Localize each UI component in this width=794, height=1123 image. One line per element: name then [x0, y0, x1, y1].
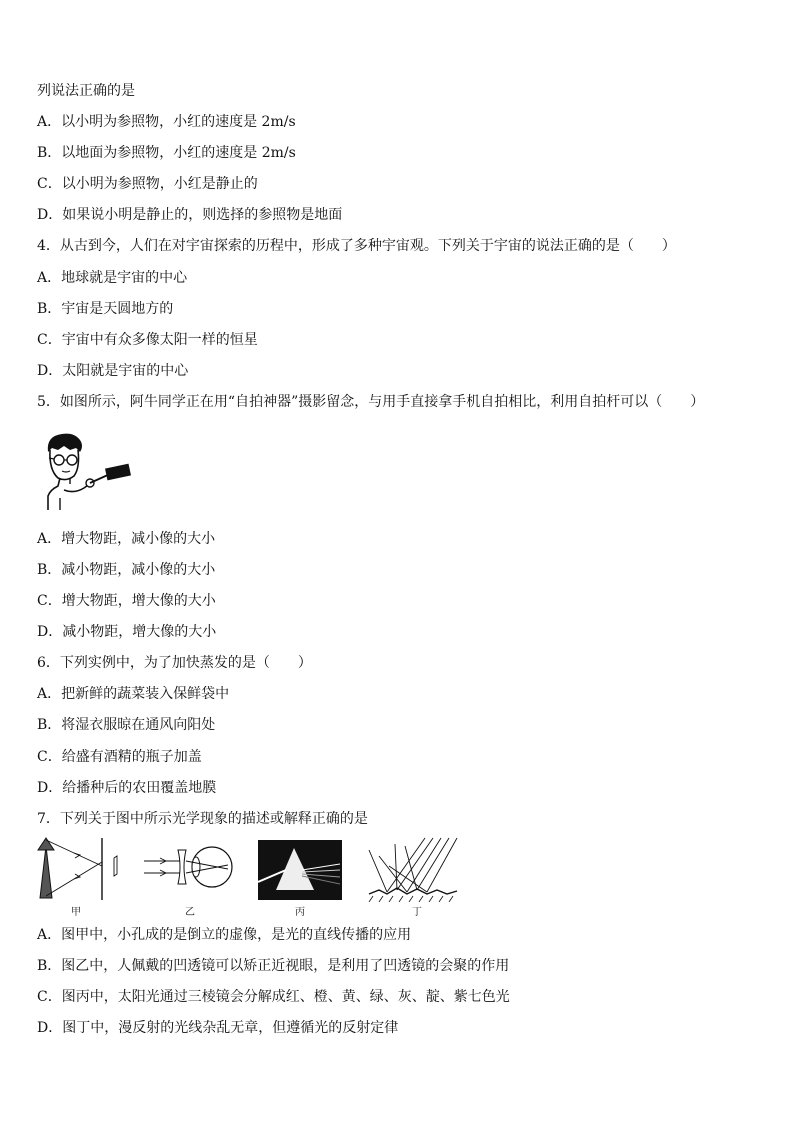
q4-option-c: C．宇宙中有众多像太阳一样的恒星 [37, 332, 258, 348]
myopia-lens-figure [142, 842, 238, 892]
q7-option-b: B．图乙中，人佩戴的凹透镜可以矫正近视眼，是利用了凹透镜的会聚的作用 [37, 958, 510, 974]
caption-jia: 甲 [71, 907, 81, 918]
q7-option-c: C．图丙中，太阳光通过三棱镜会分解成红、橙、黄、绿、灰、靛、紫七色光 [37, 989, 510, 1005]
caption-yi: 乙 [185, 907, 195, 918]
q4-option-d: D．太阳就是宇宙的中心 [37, 363, 189, 379]
q4-option-b: B．宇宙是天圆地方的 [37, 301, 174, 317]
q5-option-a: A．增大物距，减小像的大小 [37, 531, 216, 547]
q5-option-d: D．减小物距，增大像的大小 [37, 624, 217, 640]
q6-option-c: C．给盛有酒精的瓶子加盖 [37, 749, 202, 765]
q3-option-a: A．以小明为参照物，小红的速度是 2m/s [37, 114, 296, 130]
q6-option-d: D．给播种后的农田覆盖地膜 [37, 780, 217, 796]
caption-bing: 丙 [295, 907, 305, 918]
q3-stem-tail: 列说法正确的是 [37, 83, 135, 99]
q3-option-c: C．以小明为参照物，小红是静止的 [37, 176, 258, 192]
selfie-stick-figure [40, 430, 140, 512]
q5-option-b: B．减小物距，减小像的大小 [37, 562, 216, 578]
q7-option-a: A．图甲中，小孔成的是倒立的虚像，是光的直线传播的应用 [37, 927, 412, 943]
q7-stem: 7．下列关于图中所示光学现象的描述或解释正确的是 [37, 811, 368, 827]
q3-option-d: D．如果说小明是静止的，则选择的参照物是地面 [37, 207, 343, 223]
q6-option-b: B．将湿衣服晾在通风向阳处 [37, 717, 216, 733]
q6-stem: 6．下列实例中，为了加快蒸发的是（ ） [37, 655, 312, 671]
q6-option-a: A．把新鲜的蔬菜装入保鲜袋中 [37, 686, 230, 702]
q4-option-a: A．地球就是宇宙的中心 [37, 270, 188, 286]
prism-dispersion-figure [258, 840, 342, 900]
q5-stem: 5．如图所示，阿牛同学正在用“自拍神器”摄影留念，与用手直接拿手机自拍相比，利用自拍杆可以（ ） [37, 394, 705, 410]
pinhole-camera-figure [36, 836, 126, 902]
caption-ding: 丁 [412, 907, 422, 918]
diffuse-reflection-figure [365, 836, 461, 902]
q7-option-d: D．图丁中，漫反射的光线杂乱无章，但遵循光的反射定律 [37, 1020, 399, 1036]
q5-option-c: C．增大物距，增大像的大小 [37, 593, 216, 609]
q3-option-b: B．以地面为参照物，小红的速度是 2m/s [37, 145, 296, 161]
q4-stem: 4．从古到今，人们在对宇宙探索的历程中，形成了多种宇宙观。下列关于宇宙的说法正确的是（ ） [37, 238, 676, 254]
